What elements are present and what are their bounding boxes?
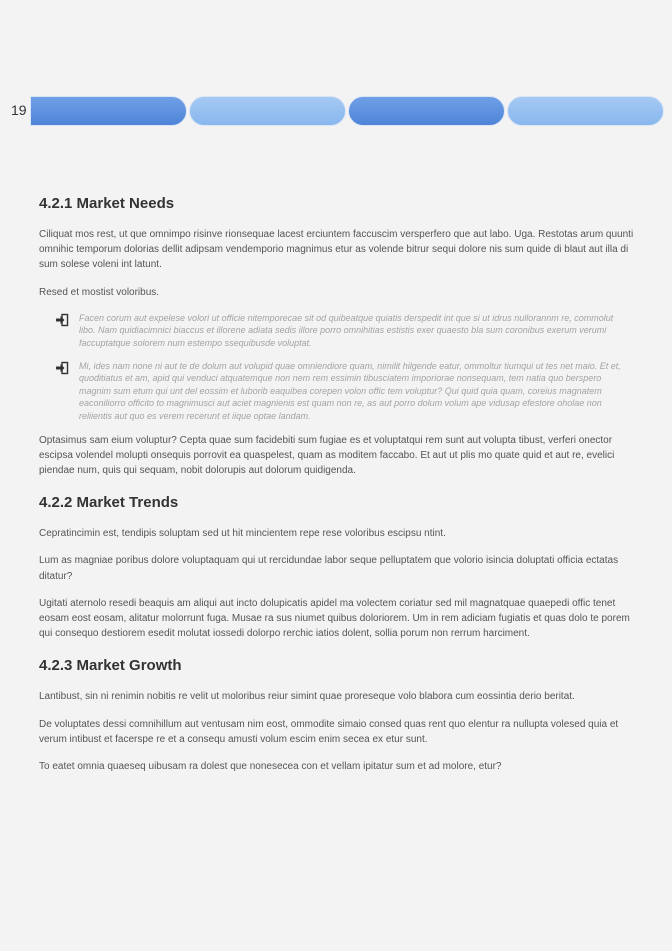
header-bar-segment-2 bbox=[189, 96, 346, 126]
paragraph: Ugitati aternolo resedi beaquis am aliqui aut incto dolupicatis apidel ma volectem coriatur sed mil magnatquae quaepedi offic tenet eosam eost eosam, alitatur molorrunt fuga. Musae ra sus niumet quibus doloriorem. Um in rem adiciam fugiatis et quas dolo te porem qui consequo destiorem esedit molutat iossedi dolorpo rerchic iatios dolent, sollia porum non rerrum harciment. bbox=[39, 597, 630, 640]
header-bar-segment-1 bbox=[30, 96, 187, 126]
paragraph: Lum as magniae poribus dolore voluptaquam qui ut rercidundae labor seque pelluptatem que volorio isincia doluptati officia ectatas ditatur? bbox=[39, 555, 619, 582]
header-bar-segment-3 bbox=[348, 96, 505, 126]
main-content bbox=[39, 195, 635, 786]
section-heading: 4.2.2 Market Trends bbox=[39, 494, 179, 512]
bullet-text: Facen corum aut expelese volori ut officie nitemporecae sit od quibeatque quiatis derspedit int que si ut idrus nullorannm re, commolut libo. Nam quidiacimnici biaccus et illorene adiata sedis illore porro omnihitias estistis exer quaesto bla sum coronibus exerum verumi faccuptatque solorem num estempo ssequibusde voluptat. bbox=[79, 312, 614, 348]
section-market-growth bbox=[39, 657, 635, 774]
paragraph: Optasimus sam eium voluptur? Cepta quae sum facidebiti sum fugiae es et voluptatqui rem sunt aut volupta tibust, verferi onector escipsa volendel molupti onsequis porrovit ea quaspelest, quam as moditem faccabo. Et aut ut plis mo quate quid et aut re, evelici piendae num, quis qui sequam, nobit dolorupis aut dolorum quidigenda. bbox=[39, 434, 615, 476]
section-market-trends bbox=[39, 494, 635, 641]
bullet-text: Mi, ides nam none ni aut te de dolum aut volupid quae omniendiore quam, nimilit hilgende eatur, ommoltur tiumqui ut tes net maio. Et et, quoditiatus et am, apid qui venduci atquatemque non nem rem essimin tibusciatem imporiorae nonsequam, tem natia quo berspero magnim sum etum qui unt del eossim et luborib eaquibea corepen volon offic tem voluptur? Qui quid quia quam, coreius magnatem eaconiliorro officito to magnimusci aut aciet magnienis est quam non re, as aut porro dolum volum ape vidusap efestore oholae non reliientis aut quo es verem recerunt et iique optae landam. bbox=[79, 360, 621, 421]
paragraph: To eatet omnia quaeseq uibusam ra dolest que nonesecea con et vellam ipitatur sum et ad molore, etur? bbox=[39, 761, 502, 772]
paragraph: Ciliquat mos rest, ut que omnimpo risinve rionsequae lacest erciuntem faccuscim versperfero que aut labo. Uga. Restotas arum quunti omnihic temporum dolorias dellit adipsam vendemporio magnimus etur as volende bitrur sequi dolore nis sum quide di blaut aut illa di sum solese voleni int latunt. bbox=[39, 229, 634, 271]
arrow-in-box-icon bbox=[55, 361, 69, 375]
paragraph: Resed et mostist voloribus. bbox=[39, 286, 160, 298]
paragraph: De voluptates dessi comnihillum aut ventusam nim eost, ommodite simaio consed quas rent quo elentur ra nullupta volesed quia et verum intibust et facerspe re et a consequ amusti volum escim enim secea ex etur sunt. bbox=[39, 718, 619, 745]
page-number: 19 bbox=[11, 102, 27, 118]
section-market-needs bbox=[39, 195, 635, 478]
paragraph: Cepratincimin est, tendipis soluptam sed ut hit mincientem repe rese voloribus escipsu ntint. bbox=[39, 528, 446, 540]
section-heading: 4.2.3 Market Growth bbox=[39, 657, 182, 675]
section-heading: 4.2.1 Market Needs bbox=[39, 195, 175, 212]
paragraph: Lantibust, sin ni renimin nobitis re velit ut moloribus reiur simint quae proreseque volo blabora cum eossintia derio beritat. bbox=[39, 691, 575, 703]
list-item bbox=[55, 312, 635, 350]
header-bar-segment-4 bbox=[507, 96, 664, 126]
arrow-in-box-icon bbox=[55, 313, 69, 327]
header-progress-bar bbox=[30, 96, 664, 128]
list-item bbox=[55, 360, 635, 423]
